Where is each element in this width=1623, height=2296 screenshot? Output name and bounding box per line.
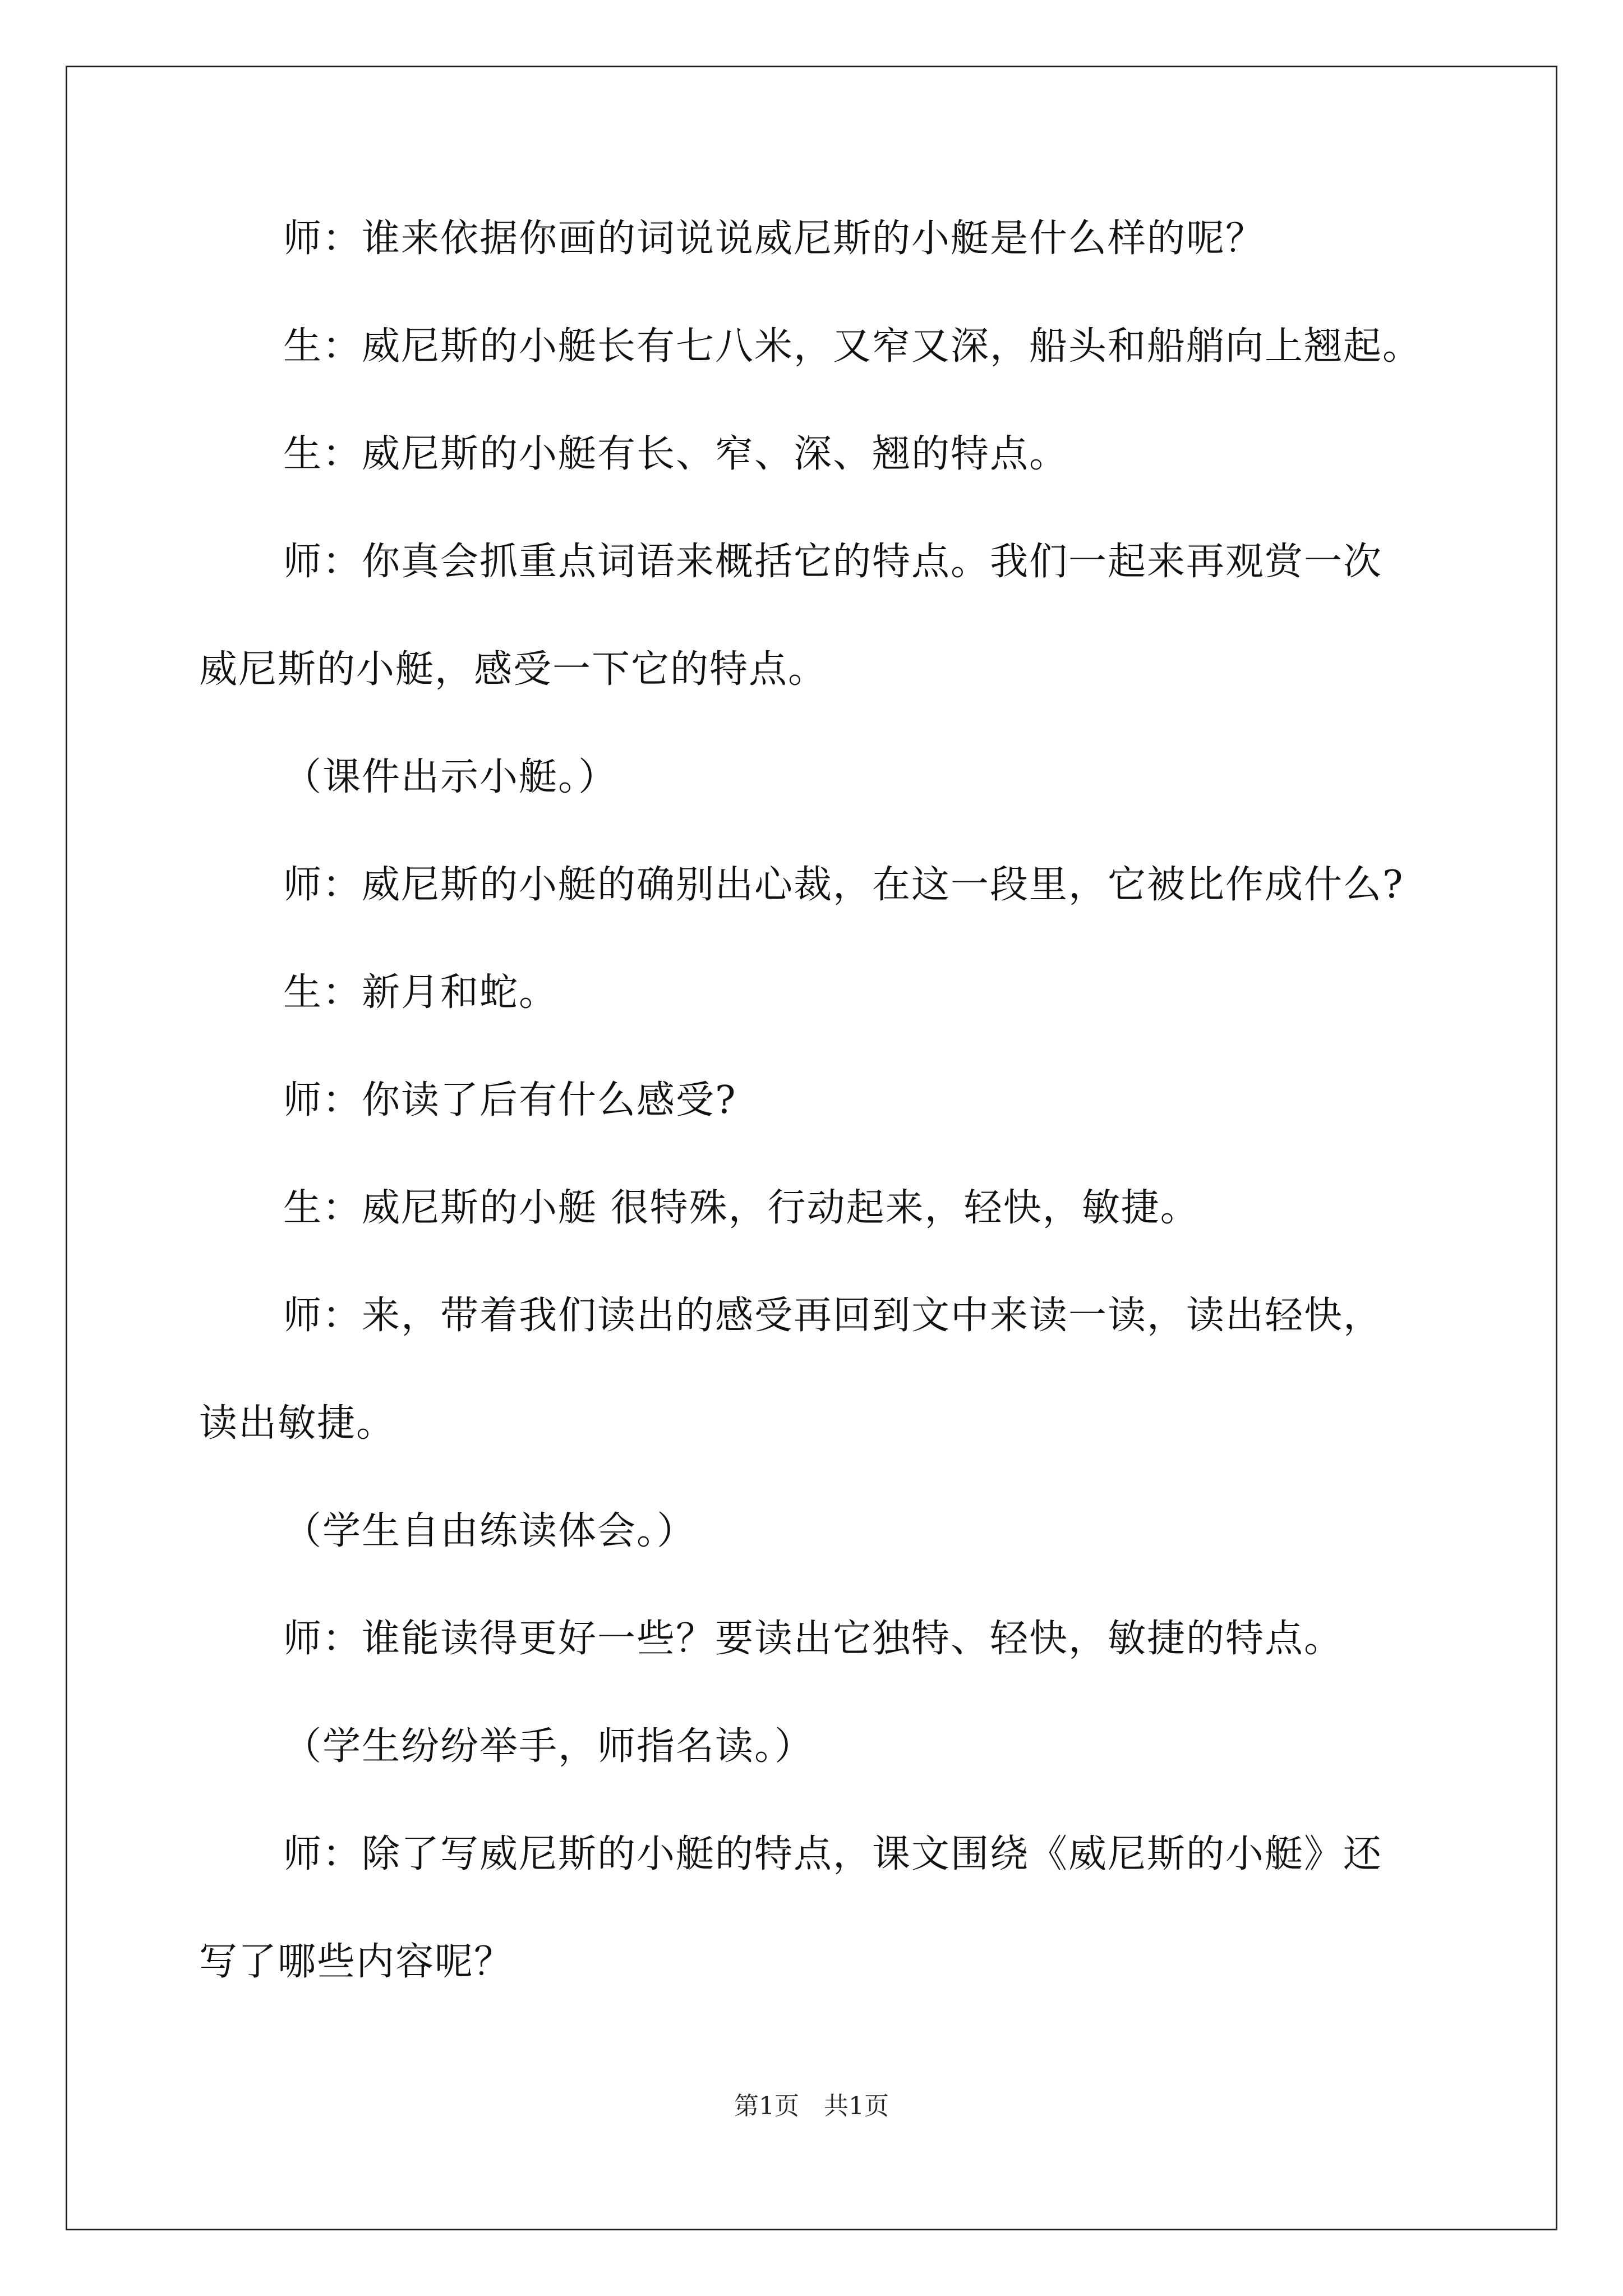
paragraph-continuation: 威尼斯的小艇，感受一下它的特点。 (199, 647, 828, 692)
document-body (199, 213, 1433, 1988)
paragraph: 师：除了写威尼斯的小艇的特点，课文围绕《威尼斯的小艇》还 (283, 1832, 1383, 1876)
paragraph: 师：谁能读得更好一些？要读出它独特、轻快，敏捷的特点。 (283, 1617, 1344, 1661)
paragraph: （课件出示小艇。） (283, 755, 618, 799)
paragraph: 生：威尼斯的小艇有长、窄、深、翘的特点。 (283, 432, 1069, 476)
paragraph-continuation: 读出敏捷。 (199, 1401, 396, 1446)
paragraph-continuation: 写了哪些内容呢？ (199, 1940, 514, 1984)
page-footer (0, 2090, 1623, 2123)
paragraph: 生：威尼斯的小艇 很特殊，行动起来，轻快，敏捷。 (283, 1186, 1200, 1230)
paragraph: （学生自由练读体会。） (283, 1509, 697, 1553)
paragraph: 师：来，带着我们读出的感受再回到文中来读一读，读出轻快， (283, 1294, 1383, 1338)
paragraph: 师：你真会抓重点词语来概括它的特点。我们一起来再观赏一次 (283, 540, 1383, 584)
paragraph: 生：新月和蛇。 (283, 970, 559, 1015)
paragraph: 师：威尼斯的小艇的确别出心裁，在这一段里，它被比作成什么? (283, 863, 1404, 907)
paragraph: 生：威尼斯的小艇长有七八米，又窄又深，船头和船艄向上翘起。 (283, 324, 1422, 369)
paragraph: 师：谁来依据你画的词说说威尼斯的小艇是什么样的呢？ (283, 217, 1265, 261)
page-number-label: 第1页 共1页 (734, 2092, 889, 2120)
paragraph: （学生纷纷举手，师指名读。） (283, 1724, 814, 1769)
paragraph: 师：你读了后有什么感受? (283, 1078, 737, 1122)
